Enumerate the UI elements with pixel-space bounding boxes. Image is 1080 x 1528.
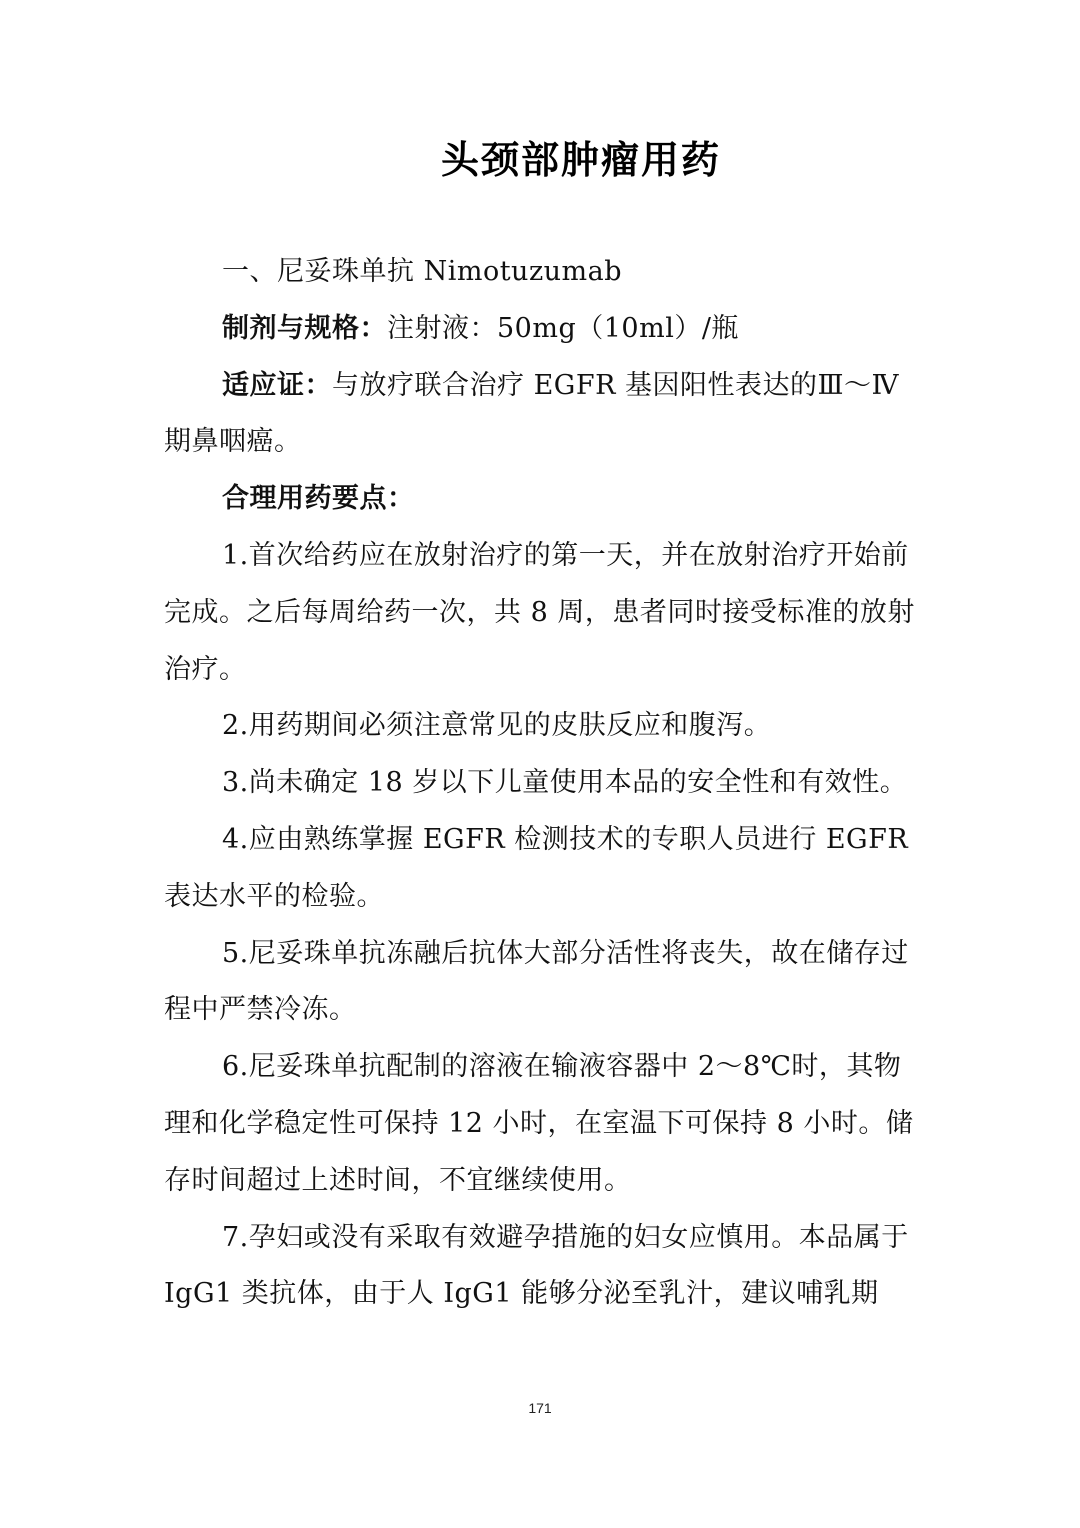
formulation-text: 注射液：50mg（10ml）/瓶 [387,312,739,344]
indication-label: 适应证： [222,369,332,401]
formulation-label: 制剂与规格： [222,312,387,344]
key-point-3: 3.尚未确定 18 岁以下儿童使用本品的安全性和有效性。 [222,767,908,799]
page-number: 171 [528,1400,552,1416]
document-body [164,244,920,1323]
key-point-6: 6.尼妥珠单抗配制的溶液在输液容器中 2～8℃时，其物理和化学稳定性可保持 12 小时，在室温下可保持 8 小时。储存时间超过上述时间，不宜继续使用。 [164,1051,914,1196]
indication-text: 与放疗联合治疗 EGFR 基因阳性表达的Ⅲ～Ⅳ期鼻咽癌。 [164,369,900,458]
formulation-paragraph [164,301,920,358]
key-point-2: 2.用药期间必须注意常见的皮肤反应和腹泻。 [222,710,772,742]
document-title: 头颈部肿瘤用药 [440,138,721,182]
key-point-4: 4.应由熟练掌握 EGFR 检测技术的专职人员进行 EGFR 表达水平的检验。 [164,823,909,912]
key-points-heading: 合理用药要点： [222,483,415,515]
indication-paragraph [164,358,920,472]
key-point-7: 7.孕妇或没有采取有效避孕措施的妇女应慎用。本品属于 IgG1 类抗体，由于人 IgG1 能够分泌至乳汁，建议哺乳期 [164,1221,909,1310]
key-point-5: 5.尼妥珠单抗冻融后抗体大部分活性将丧失，故在储存过程中严禁冷冻。 [164,937,909,1026]
key-point-1: 1.首次给药应在放射治疗的第一天，并在放射治疗开始前完成。之后每周给药一次，共 8 周，患者同时接受标准的放射治疗。 [164,539,915,685]
drug-heading: 一、尼妥珠单抗 Nimotuzumab [222,256,623,287]
